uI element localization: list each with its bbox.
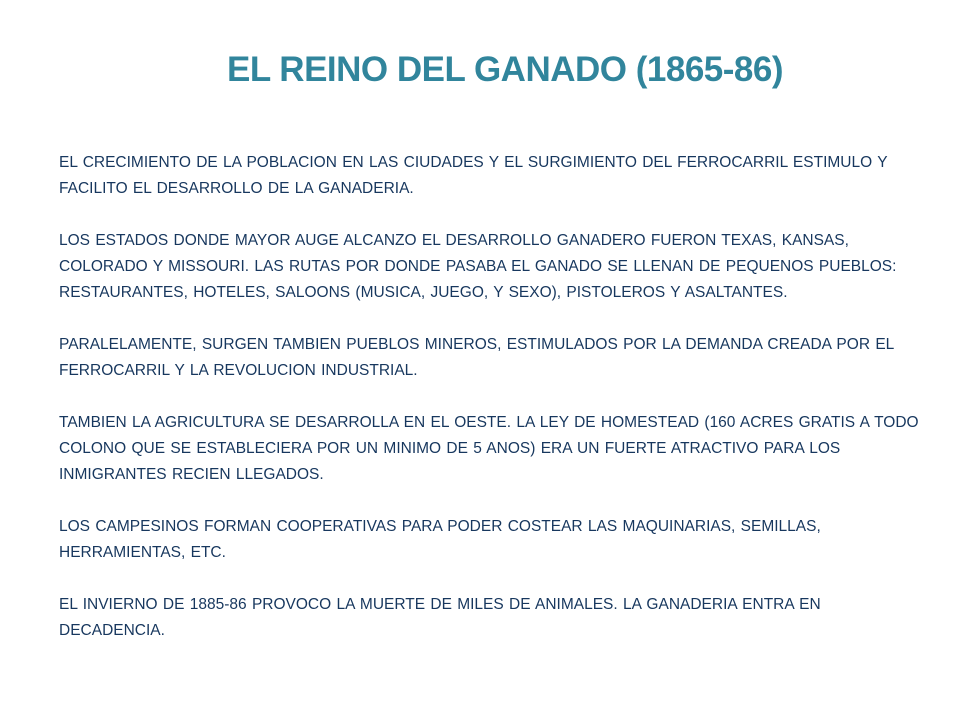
paragraph-ganaderia-origen: EL CRECIMIENTO DE LA POBLACION EN LAS CIUDADES Y EL SURGIMIENTO DEL FERROCARRIL ESTIMULO Y FACILITO EL DESARROLLO DE LA GANADERIA.: [59, 154, 888, 197]
paragraph-estados-ganaderos: LOS ESTADOS DONDE MAYOR AUGE ALCANZO EL DESARROLLO GANADERO FUERON TEXAS, KANSAS, COLORADO Y MISSOURI. LAS RUTAS POR DONDE PASABA EL GANADO SE LLENAN DE PEQUENOS PUEBLOS: RESTAURANTES, HOTELES, SALOONS (MUSICA, JUEGO, Y SEXO), PISTOLEROS Y ASALTANTES.: [59, 232, 897, 301]
paragraph-cooperativas: LOS CAMPESINOS FORMAN COOPERATIVAS PARA PODER COSTEAR LAS MAQUINARIAS, SEMILLAS, HERRAMIENTAS, ETC.: [59, 518, 821, 561]
paragraph-invierno-decadencia: EL INVIERNO DE 1885-86 PROVOCO LA MUERTE DE MILES DE ANIMALES. LA GANADERIA ENTRA EN DECADENCIA.: [59, 596, 821, 639]
slide-body: [59, 150, 929, 644]
paragraph-agricultura-homestead: TAMBIEN LA AGRICULTURA SE DESARROLLA EN EL OESTE. LA LEY DE HOMESTEAD (160 ACRES GRATIS A TODO COLONO QUE SE ESTABLECIERA POR UN MINIMO DE 5 ANOS) ERA UN FUERTE ATRACTIVO PARA LOS INMIGRANTES RECIEN LLEGADOS.: [59, 414, 919, 483]
slide-title: EL REINO DEL GANADO (1865-86): [226, 50, 783, 89]
paragraph-pueblos-mineros: PARALELAMENTE, SURGEN TAMBIEN PUEBLOS MINEROS, ESTIMULADOS POR LA DEMANDA CREADA POR EL FERROCARRIL Y LA REVOLUCION INDUSTRIAL.: [59, 336, 894, 379]
